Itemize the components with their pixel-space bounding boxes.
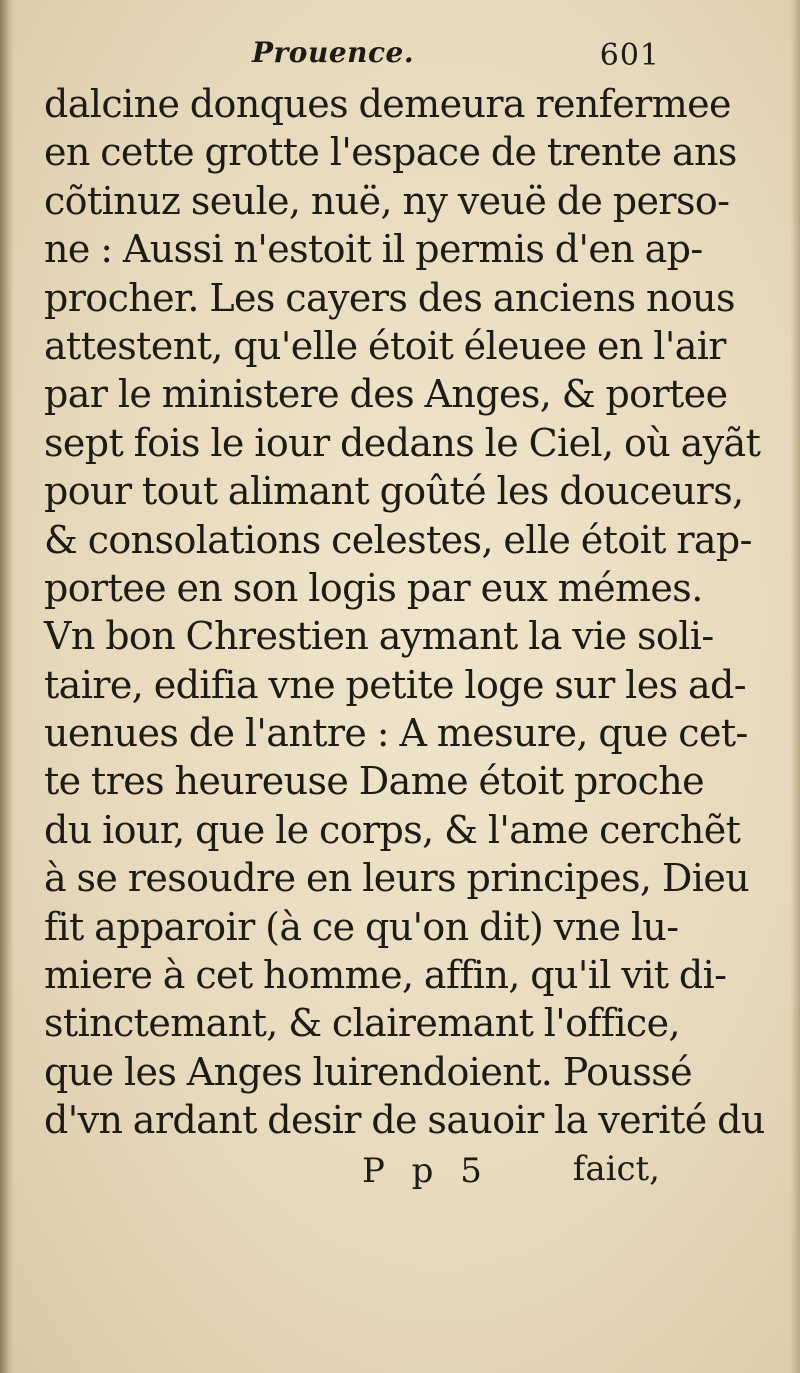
text-line: du iour, que le corps, & l'ame cerchẽt bbox=[44, 807, 741, 852]
page-footer bbox=[44, 1145, 674, 1195]
text-line: en cette grotte l'espace de trente ans bbox=[44, 130, 737, 175]
page-edge bbox=[790, 0, 800, 1373]
text-line: pour tout alimant goûté les douceurs, bbox=[44, 469, 744, 514]
body-text bbox=[44, 80, 765, 1145]
text-line: te tres heureuse Dame étoit proche bbox=[44, 759, 705, 804]
text-line: stinctemant, & clairemant l'office, bbox=[44, 1001, 680, 1046]
page-header bbox=[44, 28, 674, 80]
text-line: à se resoudre en leurs principes, Dieu bbox=[44, 856, 750, 901]
signature-mark: P p 5 bbox=[362, 1150, 490, 1191]
text-line: miere à cet homme, affin, qu'il vit di- bbox=[44, 953, 727, 998]
running-head: Prouence. bbox=[252, 36, 415, 69]
text-line: par le ministere des Anges, & portee bbox=[44, 372, 728, 417]
text-line: que les Anges luirendoient. Poussé bbox=[44, 1049, 693, 1094]
text-line: uenues de l'antre : A mesure, que cet- bbox=[44, 711, 748, 756]
text-line: dalcine donques demeura renfermee bbox=[44, 82, 731, 126]
text-line: fit apparoir (à ce qu'on dit) vne lu- bbox=[44, 904, 679, 949]
text-line: attestent, qu'elle étoit éleuee en l'air bbox=[44, 323, 726, 368]
text-block bbox=[44, 28, 765, 1195]
text-line: taire, edifia vne petite loge sur les ad- bbox=[44, 662, 746, 707]
text-line: d'vn ardant desir de sauoir la verité du bbox=[44, 1098, 765, 1143]
text-line: portee en son logis par eux mémes. bbox=[44, 565, 703, 610]
text-line: Vn bon Chrestien aymant la vie soli- bbox=[44, 614, 714, 659]
gutter-shadow bbox=[0, 0, 14, 1373]
text-line: cõtinuz seule, nuë, ny veuë de perso- bbox=[44, 178, 730, 223]
text-line: & consolations celestes, elle étoit rap- bbox=[44, 517, 752, 562]
page-number: 601 bbox=[599, 38, 660, 73]
text-line: procher. Les cayers des anciens nous bbox=[44, 275, 735, 320]
text-line: ne : Aussi n'estoit il permis d'en ap- bbox=[44, 227, 703, 272]
text-line: sept fois le iour dedans le Ciel, où ayãt bbox=[44, 420, 761, 465]
catchword: faict, bbox=[572, 1148, 660, 1189]
